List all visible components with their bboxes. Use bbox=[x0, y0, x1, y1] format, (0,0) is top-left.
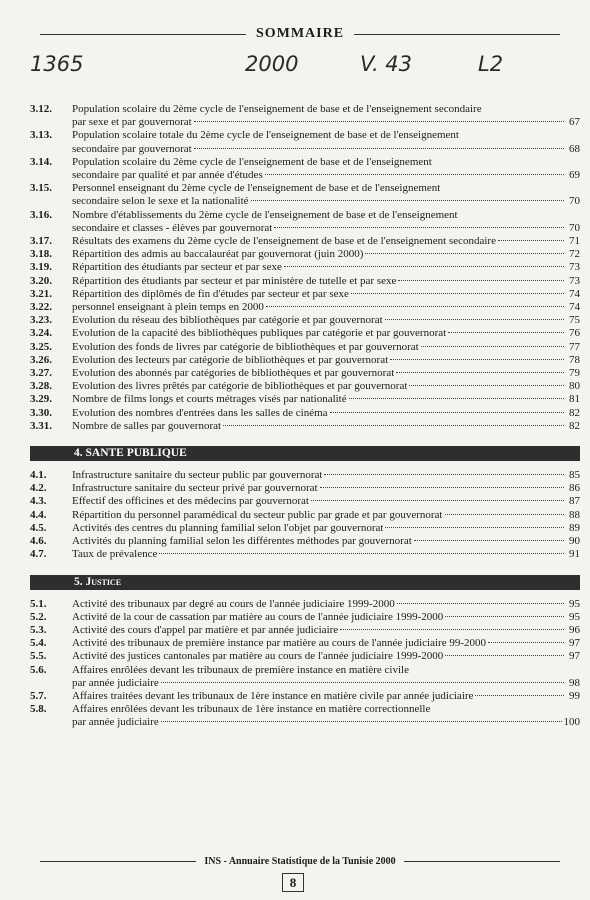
entry-body bbox=[72, 650, 580, 663]
entry-number: 3.28. bbox=[30, 380, 52, 393]
footer-rule-left bbox=[40, 861, 196, 862]
entry-number: 3.25. bbox=[30, 340, 52, 353]
toc-entry bbox=[30, 209, 580, 235]
entry-title: Affaires enrôlées devant les tribunaux de 1ère instance en matière correctionnelle bbox=[72, 703, 431, 716]
entry-number: 3.22. bbox=[30, 301, 52, 314]
toc-entry bbox=[30, 469, 580, 482]
toc-entry bbox=[30, 327, 580, 340]
entry-line bbox=[72, 261, 580, 274]
entry-number: 4.4. bbox=[30, 508, 47, 521]
entry-line bbox=[72, 129, 580, 142]
dot-leader bbox=[161, 682, 564, 683]
dot-leader bbox=[349, 398, 564, 399]
dot-leader bbox=[161, 721, 562, 722]
table-of-contents bbox=[30, 103, 580, 730]
entry-title: Activité des cours d'appel par matière et par année judiciaire bbox=[72, 623, 339, 636]
entry-number: 4.2. bbox=[30, 482, 47, 495]
entry-page: 67 bbox=[569, 116, 580, 129]
entry-body bbox=[72, 482, 580, 495]
entry-page: 68 bbox=[569, 142, 580, 155]
entry-title: Evolution du réseau des bibliothèques par catégorie et par gouvernorat bbox=[72, 314, 383, 327]
entry-page: 69 bbox=[569, 169, 580, 182]
entry-page: 100 bbox=[563, 716, 580, 729]
entry-number: 3.12. bbox=[30, 103, 52, 115]
dot-leader bbox=[414, 540, 564, 541]
entry-body bbox=[72, 637, 580, 650]
entry-page: 72 bbox=[569, 248, 580, 261]
entry-body bbox=[72, 509, 580, 522]
header-rule-left bbox=[40, 34, 246, 35]
entry-line bbox=[72, 235, 580, 248]
entry-number: 3.20. bbox=[30, 274, 52, 287]
toc-entry bbox=[30, 482, 580, 495]
entry-title: Evolution des nombres d'entrées dans les salles de cinéma bbox=[72, 406, 328, 419]
entry-line bbox=[72, 637, 580, 650]
handwritten-annotations bbox=[0, 52, 590, 86]
page-footer bbox=[40, 856, 560, 867]
toc-entry bbox=[30, 664, 580, 690]
dot-leader bbox=[445, 514, 565, 515]
entry-page: 73 bbox=[569, 261, 580, 274]
entry-number: 3.29. bbox=[30, 393, 52, 406]
toc-entry bbox=[30, 275, 580, 288]
toc-entry bbox=[30, 522, 580, 535]
entry-title: Infrastructure sanitaire du secteur public par gouvernorat bbox=[72, 469, 323, 482]
entry-number: 5.3. bbox=[30, 623, 47, 636]
toc-entry bbox=[30, 314, 580, 327]
entry-body bbox=[72, 367, 580, 380]
page-number: 8 bbox=[282, 873, 304, 892]
entry-title: Evolution des abonnés par catégories de bibliothèques et par gouvernorat bbox=[72, 367, 395, 380]
entry-title: Activités des centres du planning familial selon l'objet par gouvernorat bbox=[72, 521, 384, 534]
entry-line bbox=[72, 650, 580, 663]
entry-number: 3.24. bbox=[30, 327, 52, 340]
entry-page: 70 bbox=[569, 221, 580, 234]
section-header: 5. Justice bbox=[30, 575, 580, 590]
entry-line bbox=[72, 169, 580, 182]
entry-page: 97 bbox=[569, 650, 580, 663]
toc-entry bbox=[30, 611, 580, 624]
toc-entry bbox=[30, 420, 580, 433]
entry-title: secondaire selon le sexe et la nationalité bbox=[72, 195, 249, 208]
entry-title: Activité des tribunaux par degré au cours de l'année judiciaire 1999-2000 bbox=[72, 597, 395, 610]
entry-title: Répartition des admis au baccalauréat par gouvernorat (juin 2000) bbox=[72, 248, 364, 261]
entry-title: Répartition du personnel paramédical du secteur public par grade et par gouvernorat bbox=[72, 508, 443, 521]
entry-page: 96 bbox=[569, 623, 580, 636]
entry-title: Répartition des étudiants par secteur et par sexe bbox=[72, 261, 282, 274]
entry-page: 86 bbox=[569, 482, 580, 495]
entry-number: 3.21. bbox=[30, 287, 52, 300]
entry-number: 3.17. bbox=[30, 235, 52, 248]
entry-title: par sexe et par gouvernorat bbox=[72, 116, 192, 129]
entry-title: Population scolaire du 2ème cycle de l'enseignement de base et de l'enseignement secondaire bbox=[72, 103, 482, 115]
footer-rule-right bbox=[404, 861, 560, 862]
entry-line bbox=[72, 535, 580, 548]
entry-line bbox=[72, 522, 580, 535]
dot-leader bbox=[421, 346, 564, 347]
entry-page: 85 bbox=[569, 469, 580, 482]
toc-entry bbox=[30, 548, 580, 561]
toc-entry bbox=[30, 261, 580, 274]
entry-title: par année judiciaire bbox=[72, 676, 159, 689]
entry-body bbox=[72, 522, 580, 535]
entry-title: Activité des tribunaux de première instance par matière au cours de l'année judiciaire 99-2000 bbox=[72, 637, 487, 650]
entry-page: 95 bbox=[569, 610, 580, 623]
entry-number: 4.3. bbox=[30, 495, 47, 508]
entry-line bbox=[72, 548, 580, 561]
handwritten-note-1: 1365 bbox=[30, 52, 84, 76]
entry-body bbox=[72, 624, 580, 637]
entry-line bbox=[72, 420, 580, 433]
entry-title: Activités du planning familial selon les différentes méthodes par gouvernorat bbox=[72, 535, 412, 548]
toc-entry bbox=[30, 509, 580, 522]
entry-page: 76 bbox=[569, 327, 580, 340]
dot-leader bbox=[324, 474, 564, 475]
dot-leader bbox=[385, 319, 564, 320]
entry-page: 91 bbox=[569, 548, 580, 561]
entry-line bbox=[72, 598, 580, 611]
toc-entry bbox=[30, 598, 580, 611]
entry-title: Nombre d'établissements du 2ème cycle de l'enseignement de base et de l'enseignement bbox=[72, 208, 458, 221]
entry-body bbox=[72, 664, 580, 690]
dot-leader bbox=[265, 174, 564, 175]
toc-entry bbox=[30, 380, 580, 393]
toc-entry bbox=[30, 156, 580, 182]
entry-title: Taux de prévalence bbox=[72, 548, 158, 561]
entry-title: Activité des justices cantonales par matière au cours de l'année judiciaire 1999-2000 bbox=[72, 650, 444, 663]
entry-number: 3.19. bbox=[30, 261, 52, 274]
toc-entry bbox=[30, 301, 580, 314]
entry-line bbox=[72, 222, 580, 235]
toc-entry bbox=[30, 129, 580, 155]
entry-body bbox=[72, 548, 580, 561]
dot-leader bbox=[274, 227, 564, 228]
handwritten-note-2: 2000 bbox=[245, 52, 299, 76]
toc-entry bbox=[30, 407, 580, 420]
entry-line bbox=[72, 156, 580, 169]
toc-entry bbox=[30, 248, 580, 261]
entry-body bbox=[72, 156, 580, 182]
entry-number: 3.16. bbox=[30, 208, 52, 221]
dot-leader bbox=[251, 200, 564, 201]
entry-line bbox=[72, 209, 580, 222]
entry-number: 5.2. bbox=[30, 610, 47, 623]
footer-text: INS - Annuaire Statistique de la Tunisie 2000 bbox=[204, 856, 396, 867]
entry-body bbox=[72, 598, 580, 611]
entry-number: 5.8. bbox=[30, 703, 47, 716]
entry-page: 78 bbox=[569, 353, 580, 366]
toc-entry bbox=[30, 354, 580, 367]
entry-body bbox=[72, 354, 580, 367]
page-title: SOMMAIRE bbox=[255, 26, 345, 41]
entry-title: Evolution des fonds de livres par catégorie de bibliothèques et par gouvernorat bbox=[72, 340, 419, 353]
entry-title: par année judiciaire bbox=[72, 716, 159, 729]
dot-leader bbox=[320, 487, 564, 488]
entry-body bbox=[72, 314, 580, 327]
dot-leader bbox=[475, 695, 564, 696]
entry-title: Personnel enseignant du 2ème cycle de l'enseignement de base et de l'enseignement bbox=[72, 182, 441, 195]
dot-leader bbox=[396, 372, 564, 373]
entry-page: 82 bbox=[569, 419, 580, 432]
entry-line bbox=[72, 288, 580, 301]
toc-entry bbox=[30, 624, 580, 637]
entry-page: 74 bbox=[569, 287, 580, 300]
entry-page: 99 bbox=[569, 689, 580, 702]
entry-line bbox=[72, 716, 580, 729]
entry-page: 82 bbox=[569, 406, 580, 419]
dot-leader bbox=[445, 616, 564, 617]
toc-entry bbox=[30, 103, 580, 129]
entry-line bbox=[72, 314, 580, 327]
entry-body bbox=[72, 611, 580, 624]
entry-page: 73 bbox=[569, 274, 580, 287]
entry-title: Population scolaire totale du 2ème cycle de l'enseignement de base et de l'enseignement bbox=[72, 129, 459, 142]
toc-entry bbox=[30, 393, 580, 406]
dot-leader bbox=[385, 527, 564, 528]
dot-leader bbox=[351, 293, 564, 294]
entry-body bbox=[72, 690, 580, 703]
dot-leader bbox=[194, 148, 564, 149]
entry-title: Nombre de salles par gouvernorat bbox=[72, 419, 222, 432]
dot-leader bbox=[365, 253, 564, 254]
entry-title: Activité de la cour de cassation par matière au cours de l'année judiciaire 1999-2000 bbox=[72, 610, 444, 623]
dot-leader bbox=[223, 425, 564, 426]
entry-title: secondaire par gouvernorat bbox=[72, 142, 192, 155]
entry-line bbox=[72, 182, 580, 195]
entry-line bbox=[72, 509, 580, 522]
dot-leader bbox=[311, 500, 564, 501]
entry-body bbox=[72, 275, 580, 288]
entry-title: Effectif des officines et des médecins par gouvernorat bbox=[72, 495, 309, 508]
toc-entry bbox=[30, 650, 580, 663]
entry-title: personnel enseignant à plein temps en 2000 bbox=[72, 301, 264, 314]
entry-body bbox=[72, 288, 580, 301]
dot-leader bbox=[340, 629, 564, 630]
entry-number: 5.7. bbox=[30, 689, 47, 702]
entry-number: 3.30. bbox=[30, 406, 52, 419]
entry-line bbox=[72, 611, 580, 624]
dot-leader bbox=[397, 603, 564, 604]
entry-line bbox=[72, 380, 580, 393]
entry-number: 3.15. bbox=[30, 182, 52, 195]
entry-title: Répartition des diplômés de fin d'études par secteur et par sexe bbox=[72, 287, 349, 300]
entry-title: secondaire par qualité et par année d'études bbox=[72, 169, 263, 182]
entry-title: Répartition des étudiants par secteur et par ministère de tutelle et par sexe bbox=[72, 274, 397, 287]
toc-entry bbox=[30, 341, 580, 354]
toc-entry bbox=[30, 495, 580, 508]
entry-line bbox=[72, 327, 580, 340]
entry-number: 3.14. bbox=[30, 155, 52, 168]
entry-title: Evolution des lecteurs par catégorie de bibliothèques et par gouvernorat bbox=[72, 353, 389, 366]
entry-line bbox=[72, 664, 580, 677]
entry-number: 3.26. bbox=[30, 353, 52, 366]
entry-page: 97 bbox=[569, 637, 580, 650]
entry-page: 89 bbox=[569, 521, 580, 534]
entry-body bbox=[72, 380, 580, 393]
entry-body bbox=[72, 407, 580, 420]
entry-body bbox=[72, 535, 580, 548]
entry-page: 74 bbox=[569, 301, 580, 314]
entry-body bbox=[72, 129, 580, 155]
entry-page: 95 bbox=[569, 597, 580, 610]
entry-line bbox=[72, 248, 580, 261]
entry-line bbox=[72, 393, 580, 406]
entry-body bbox=[72, 235, 580, 248]
dot-leader bbox=[266, 306, 564, 307]
entry-number: 5.5. bbox=[30, 650, 47, 663]
entry-body bbox=[72, 261, 580, 274]
entry-number: 5.6. bbox=[30, 663, 47, 676]
entry-number: 3.27. bbox=[30, 367, 52, 380]
entry-page: 87 bbox=[569, 495, 580, 508]
entry-body bbox=[72, 209, 580, 235]
entry-line bbox=[72, 624, 580, 637]
entry-line bbox=[72, 116, 580, 129]
entry-number: 3.18. bbox=[30, 248, 52, 261]
entry-body bbox=[72, 469, 580, 482]
entry-line bbox=[72, 703, 580, 716]
toc-entry bbox=[30, 288, 580, 301]
dot-leader bbox=[398, 280, 564, 281]
entry-page: 98 bbox=[569, 676, 580, 689]
toc-entry bbox=[30, 637, 580, 650]
dot-leader bbox=[284, 266, 564, 267]
header-rule-right bbox=[354, 34, 560, 35]
entry-number: 5.4. bbox=[30, 637, 47, 650]
entry-line bbox=[72, 690, 580, 703]
entry-page: 90 bbox=[569, 535, 580, 548]
entry-page: 81 bbox=[569, 393, 580, 406]
dot-leader bbox=[194, 121, 564, 122]
entry-line bbox=[72, 195, 580, 208]
entry-title: Infrastructure sanitaire du secteur privé par gouvernorat bbox=[72, 482, 318, 495]
entry-line bbox=[72, 301, 580, 314]
toc-entry bbox=[30, 703, 580, 729]
entry-body bbox=[72, 182, 580, 208]
handwritten-note-4: L2 bbox=[478, 52, 504, 76]
dot-leader bbox=[330, 412, 564, 413]
dot-leader bbox=[159, 553, 564, 554]
page-header bbox=[40, 26, 560, 42]
toc-entry bbox=[30, 182, 580, 208]
entry-line bbox=[72, 354, 580, 367]
toc-entry bbox=[30, 235, 580, 248]
toc-entry bbox=[30, 535, 580, 548]
entry-title: Nombre de films longs et courts métrages visés par nationalité bbox=[72, 393, 347, 406]
entry-line bbox=[72, 367, 580, 380]
toc-entry bbox=[30, 367, 580, 380]
dot-leader bbox=[498, 240, 564, 241]
entry-page: 71 bbox=[569, 235, 580, 248]
entry-body bbox=[72, 103, 580, 129]
handwritten-note-3: V. 43 bbox=[360, 52, 413, 76]
dot-leader bbox=[448, 332, 564, 333]
entry-body bbox=[72, 420, 580, 433]
entry-number: 4.1. bbox=[30, 469, 47, 482]
entry-line bbox=[72, 495, 580, 508]
entry-page: 77 bbox=[569, 340, 580, 353]
entry-number: 3.23. bbox=[30, 314, 52, 327]
entry-number: 3.31. bbox=[30, 419, 52, 432]
entry-line bbox=[72, 469, 580, 482]
entry-line bbox=[72, 143, 580, 156]
entry-line bbox=[72, 482, 580, 495]
entry-body bbox=[72, 393, 580, 406]
entry-line bbox=[72, 341, 580, 354]
entry-body bbox=[72, 327, 580, 340]
dot-leader bbox=[390, 359, 564, 360]
entry-page: 80 bbox=[569, 380, 580, 393]
entry-page: 70 bbox=[569, 195, 580, 208]
dot-leader bbox=[445, 655, 564, 656]
entry-title: Résultats des examens du 2ème cycle de l'enseignement de base et de l'enseignement secondaire bbox=[72, 235, 496, 248]
entry-title: Affaires traitées devant les tribunaux de 1ère instance en matière civile par année judiciaire bbox=[72, 689, 474, 702]
entry-line bbox=[72, 103, 580, 116]
entry-body bbox=[72, 703, 580, 729]
entry-body bbox=[72, 301, 580, 314]
entry-number: 4.7. bbox=[30, 548, 47, 561]
entry-title: Evolution de la capacité des bibliothèques publiques par catégorie et par gouvernorat bbox=[72, 327, 447, 340]
entry-number: 4.6. bbox=[30, 535, 47, 548]
dot-leader bbox=[409, 385, 564, 386]
section-header: 4. SANTE PUBLIQUE bbox=[30, 446, 580, 461]
dot-leader bbox=[488, 642, 564, 643]
toc-entry bbox=[30, 690, 580, 703]
entry-title: Population scolaire du 2ème cycle de l'enseignement de base et de l'enseignement bbox=[72, 155, 432, 168]
entry-page: 75 bbox=[569, 314, 580, 327]
entry-body bbox=[72, 341, 580, 354]
entry-line bbox=[72, 275, 580, 288]
entry-title: secondaire et classes - élèves par gouvernorat bbox=[72, 221, 273, 234]
entry-line bbox=[72, 677, 580, 690]
entry-line bbox=[72, 407, 580, 420]
entry-title: Evolution des livres prêtés par catégorie de bibliothèques et par gouvernorat bbox=[72, 380, 408, 393]
entry-page: 79 bbox=[569, 367, 580, 380]
entry-body bbox=[72, 495, 580, 508]
entry-body bbox=[72, 248, 580, 261]
entry-number: 5.1. bbox=[30, 597, 47, 610]
entry-number: 3.13. bbox=[30, 129, 52, 142]
entry-title: Affaires enrôlées devant les tribunaux de première instance en matière civile bbox=[72, 663, 409, 676]
entry-number: 4.5. bbox=[30, 521, 47, 534]
entry-page: 88 bbox=[569, 508, 580, 521]
